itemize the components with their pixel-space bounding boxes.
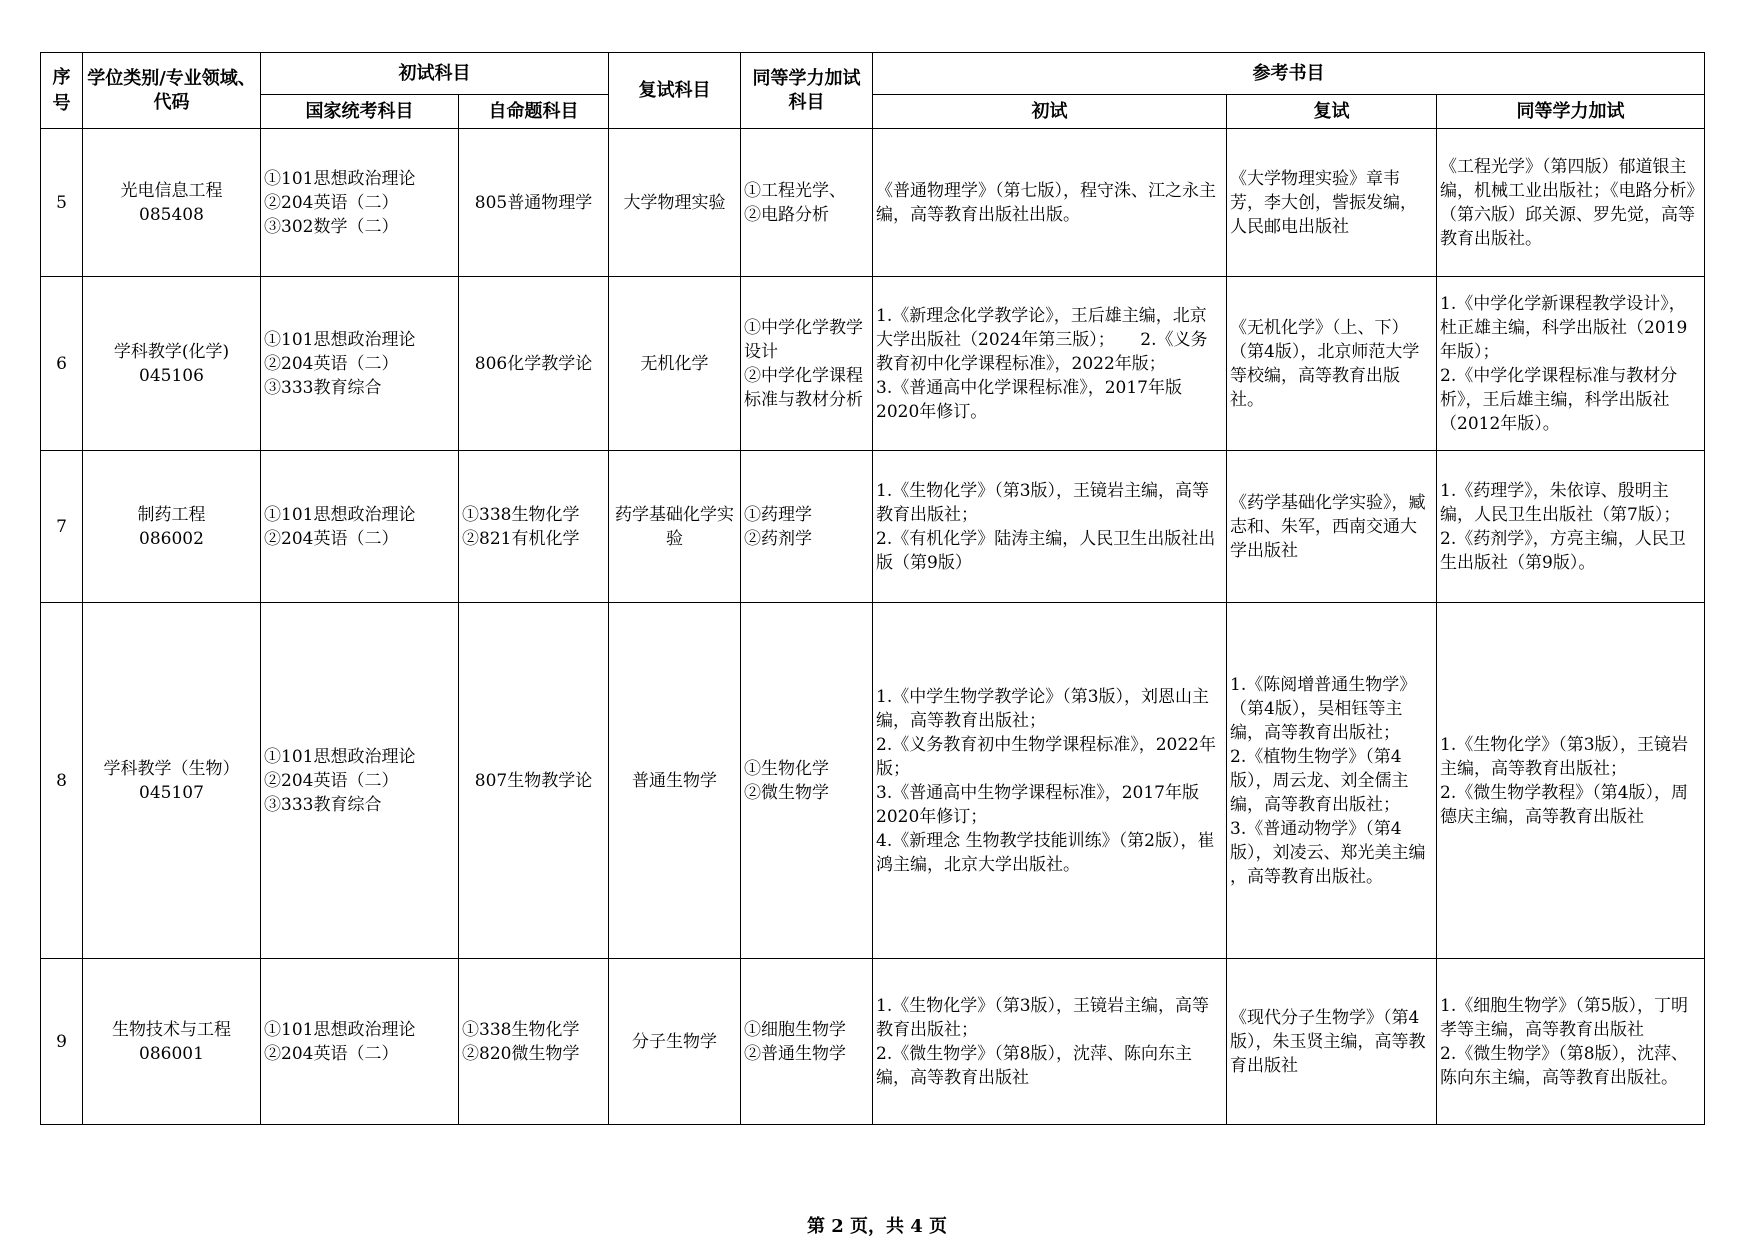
major-cell — [83, 959, 261, 1125]
national-exam-cell — [261, 129, 459, 277]
self-exam-cell — [459, 129, 609, 277]
major-cell — [83, 451, 261, 603]
national-exam-cell — [261, 451, 459, 603]
extra-cell — [741, 277, 873, 451]
header-national-exam: 国家统考科目 — [261, 95, 459, 129]
ref-retest-cell: 《药学基础化学实验》，臧志和、朱军，西南交通大学出版社 — [1227, 451, 1437, 603]
header-retest: 复试科目 — [609, 53, 741, 129]
self-subject: 805普通物理学 — [474, 192, 593, 213]
header-ref-initial: 初试 — [873, 95, 1227, 129]
extra-cell — [741, 959, 873, 1125]
self-subject: ②820微生物学 — [462, 1043, 580, 1064]
self-subject: 806化学教学论 — [474, 353, 593, 374]
extra-subject: ①工程光学、 — [744, 180, 846, 201]
ref-equivalent-cell: 《工程光学》（第四版）郁道银主编，机械工业出版社；《电路分析》（第六版）邱关源、罗先觉，高等教育出版社。 — [1437, 129, 1705, 277]
extra-cell — [741, 603, 873, 959]
major-name: 生物技术与工程 — [112, 1019, 231, 1040]
national-subject: ②204英语（二） — [264, 353, 399, 374]
national-subject: ①101思想政治理论 — [264, 504, 416, 525]
ref-initial-cell: 1.《中学生物学教学论》（第3版），刘恩山主编，高等教育出版社； 2.《义务教育初中生物学课程标准》，2022年版； 3.《普通高中生物学课程标准》，2017年版2020年修订； 4.《新理念 生物教学技能训练》（第2版），崔鸿主编，北京大学出版社。 — [873, 603, 1227, 959]
table-row — [41, 451, 1705, 603]
extra-subject: ②电路分析 — [744, 204, 829, 225]
national-subject: ②204英语（二） — [264, 1043, 399, 1064]
retest-cell: 大学物理实验 — [609, 129, 741, 277]
national-subject: ③302数学（二） — [264, 216, 399, 237]
national-subject: ①101思想政治理论 — [264, 168, 416, 189]
self-subject: ②821有机化学 — [462, 528, 580, 549]
self-subject: ①338生物化学 — [462, 1019, 580, 1040]
major-cell — [83, 277, 261, 451]
major-name: 光电信息工程 — [120, 180, 223, 201]
major-code: 085408 — [139, 204, 204, 225]
national-subject: ③333教育综合 — [264, 377, 382, 398]
header-degree: 学位类别/专业领域、代码 — [83, 53, 261, 129]
national-exam-cell — [261, 277, 459, 451]
extra-subject: ②中学化学课程标准与教材分析 — [744, 365, 863, 410]
admission-table — [40, 52, 1705, 1125]
major-cell — [83, 603, 261, 959]
self-exam-cell — [459, 603, 609, 959]
seq-cell: 7 — [41, 451, 83, 603]
national-exam-cell — [261, 959, 459, 1125]
national-subject: ①101思想政治理论 — [264, 1019, 416, 1040]
major-name: 制药工程 — [137, 504, 206, 525]
major-code: 086002 — [139, 528, 204, 549]
extra-cell — [741, 129, 873, 277]
national-subject: ③333教育综合 — [264, 794, 382, 815]
header-ref-retest: 复试 — [1227, 95, 1437, 129]
retest-cell: 普通生物学 — [609, 603, 741, 959]
header-self-exam: 自命题科目 — [459, 95, 609, 129]
ref-retest-cell: 1.《陈阅增普通生物学》（第4版），吴相钰等主编，高等教育出版社； 2.《植物生物学》（第4版），周云龙、刘全儒主编，高等教育出版社； 3.《普通动物学》（第4版），刘凌云、郑光美主编 ，高等教育出版社。 — [1227, 603, 1437, 959]
self-subject: ①338生物化学 — [462, 504, 580, 525]
seq-cell: 5 — [41, 129, 83, 277]
ref-equivalent-cell: 1.《药理学》，朱依谆、殷明主编，人民卫生出版社（第7版）； 2.《药剂学》，方亮主编，人民卫生出版社（第9版）。 — [1437, 451, 1705, 603]
extra-subject: ①生物化学 — [744, 758, 829, 779]
ref-initial-cell: 1.《新理念化学教学论》，王后雄主编，北京大学出版社（2024年第三版）； 2.《义务教育初中化学课程标准》，2022年版； 3.《普通高中化学课程标准》，2017年版2020年修订。 — [873, 277, 1227, 451]
table-row — [41, 603, 1705, 959]
self-subject: 807生物教学论 — [474, 770, 593, 791]
major-name: 学科教学（生物） — [103, 758, 240, 779]
national-subject: ②204英语（二） — [264, 192, 399, 213]
ref-initial-cell: 1.《生物化学》（第3版），王镜岩主编，高等教育出版社； 2.《有机化学》陆涛主编，人民卫生出版社出版（第9版） — [873, 451, 1227, 603]
self-exam-cell — [459, 451, 609, 603]
header-ref-equivalent: 同等学力加试 — [1437, 95, 1705, 129]
extra-subject: ①药理学 — [744, 504, 812, 525]
major-name: 学科教学(化学) — [113, 341, 230, 362]
header-seq: 序号 — [41, 53, 83, 129]
extra-subject: ②微生物学 — [744, 782, 829, 803]
major-code: 086001 — [139, 1043, 204, 1064]
ref-equivalent-cell: 1.《生物化学》（第3版），王镜岩主编，高等教育出版社； 2.《微生物学教程》（第4版），周德庆主编，高等教育出版社 — [1437, 603, 1705, 959]
ref-initial-cell: 《普通物理学》（第七版），程守洙、江之永主编，高等教育出版社出版。 — [873, 129, 1227, 277]
national-subject: ②204英语（二） — [264, 770, 399, 791]
seq-cell: 9 — [41, 959, 83, 1125]
page-footer: 第 2 页，共 4 页 — [806, 1216, 948, 1237]
ref-retest-cell: 《大学物理实验》章韦芳，李大创，訾振发编，人民邮电出版社 — [1227, 129, 1437, 277]
national-exam-cell — [261, 603, 459, 959]
header-equivalent-extra: 同等学力加试科目 — [741, 53, 873, 129]
extra-cell — [741, 451, 873, 603]
national-subject: ②204英语（二） — [264, 528, 399, 549]
extra-subject: ①中学化学教学设计 — [744, 317, 863, 362]
self-exam-cell — [459, 959, 609, 1125]
extra-subject: ②药剂学 — [744, 528, 812, 549]
retest-cell: 分子生物学 — [609, 959, 741, 1125]
major-code: 045106 — [139, 365, 204, 386]
seq-cell: 8 — [41, 603, 83, 959]
national-subject: ①101思想政治理论 — [264, 746, 416, 767]
retest-cell: 药学基础化学实验 — [609, 451, 741, 603]
retest-cell: 无机化学 — [609, 277, 741, 451]
major-cell — [83, 129, 261, 277]
ref-retest-cell: 《无机化学》（上、下）（第4版），北京师范大学等校编，高等教育出版社。 — [1227, 277, 1437, 451]
self-exam-cell — [459, 277, 609, 451]
extra-subject: ①细胞生物学 — [744, 1019, 846, 1040]
table-row — [41, 277, 1705, 451]
header-initial-subjects: 初试科目 — [261, 53, 609, 95]
seq-cell: 6 — [41, 277, 83, 451]
table-row — [41, 129, 1705, 277]
header-references: 参考书目 — [873, 53, 1705, 95]
major-code: 045107 — [139, 782, 204, 803]
table-row — [41, 959, 1705, 1125]
ref-retest-cell: 《现代分子生物学》（第4版），朱玉贤主编，高等教育出版社 — [1227, 959, 1437, 1125]
ref-equivalent-cell: 1.《细胞生物学》（第5版），丁明孝等主编，高等教育出版社 2.《微生物学》（第8版），沈萍、陈向东主编，高等教育出版社。 — [1437, 959, 1705, 1125]
extra-subject: ②普通生物学 — [744, 1043, 846, 1064]
ref-initial-cell: 1.《生物化学》（第3版），王镜岩主编，高等教育出版社； 2.《微生物学》（第8版），沈萍、陈向东主编，高等教育出版社 — [873, 959, 1227, 1125]
ref-equivalent-cell: 1.《中学化学新课程教学设计》，杜正雄主编，科学出版社（2019年版）； 2.《中学化学课程标准与教材分析》，王后雄主编，科学出版社（2012年版）。 — [1437, 277, 1705, 451]
national-subject: ①101思想政治理论 — [264, 329, 416, 350]
